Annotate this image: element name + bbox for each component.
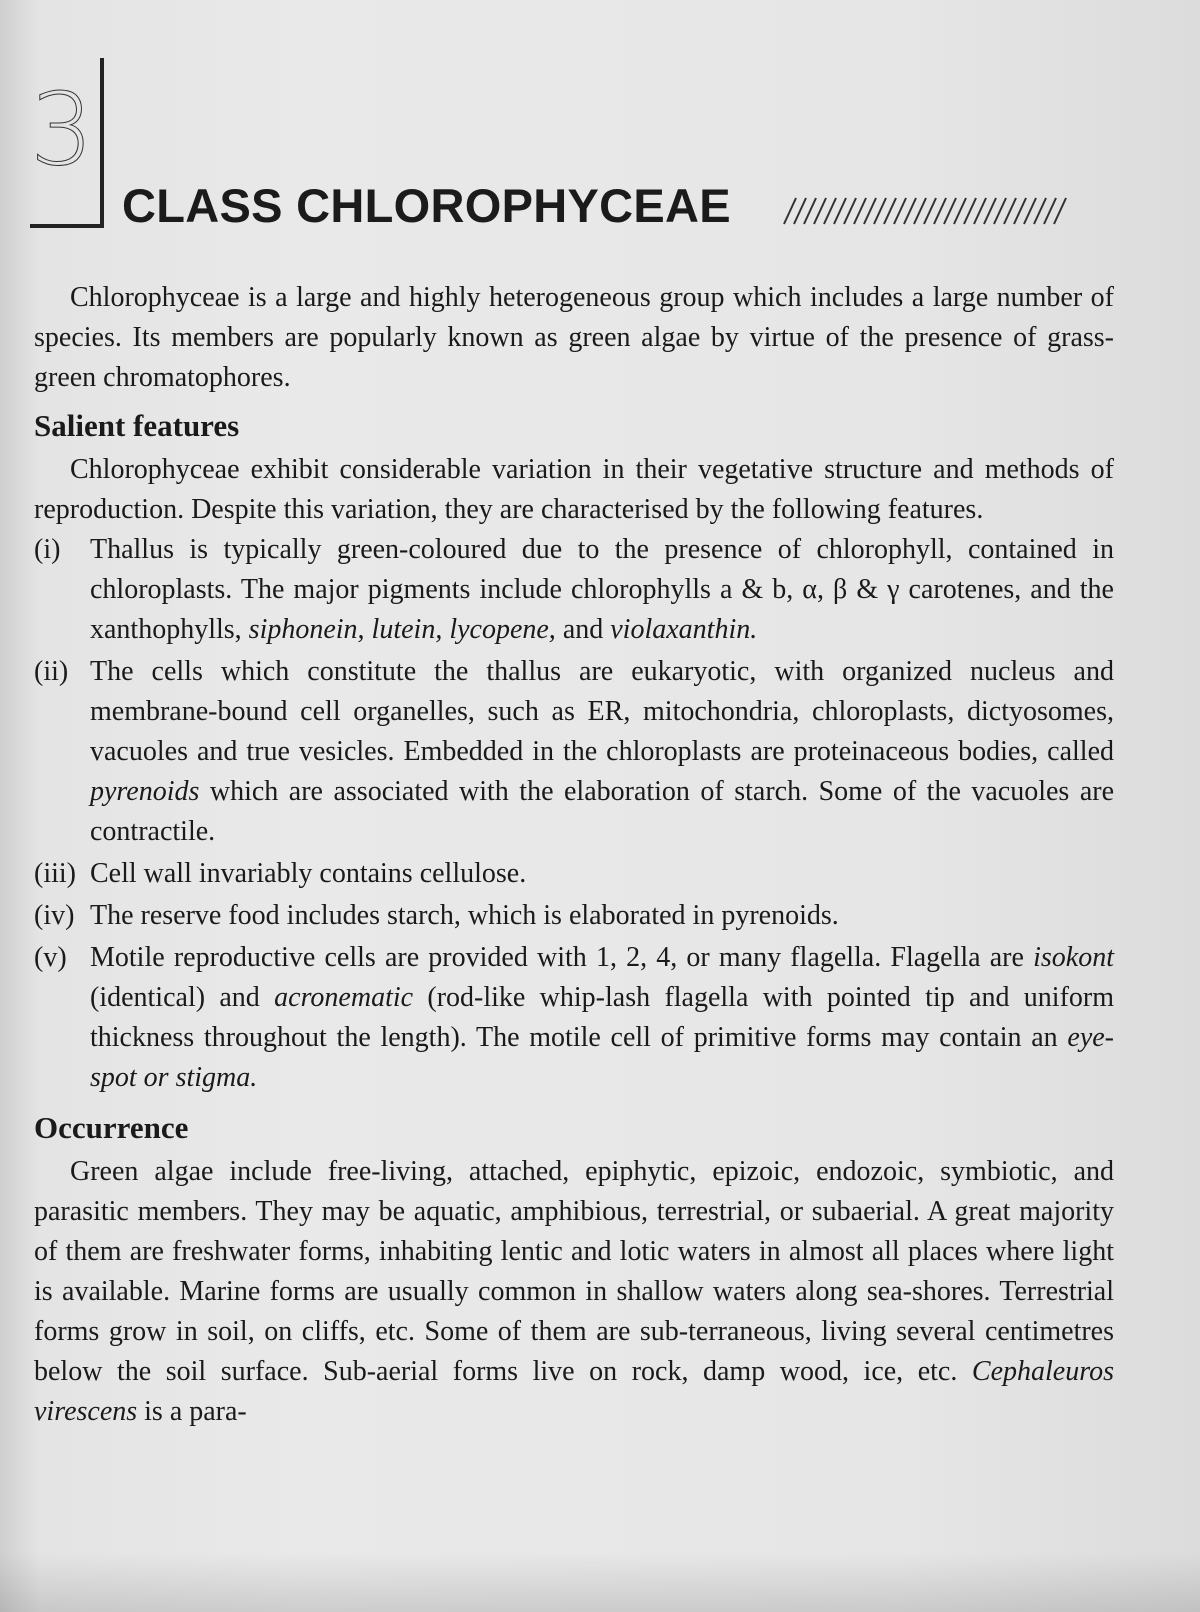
occurrence-paragraph: Green algae include free-living, attached, epiphytic, epizoic, endozoic, symbiotic, and parasitic members. They may be aquatic, amphibious, terrestrial, or subaerial. A great majority of them are freshwater forms, inhabiting lentic and lotic waters in almost all places where light is available. Marine forms are usually common in shallow waters along sea-shores. Terrestrial forms grow in soil, on cliffs, etc. Some of them are sub-terraneous, living several centimetres below the soil surface. Sub-aerial forms live on rock, damp wood, ice, etc. Cephaleuros virescens is a para- xyxy=(34,1156,1114,1427)
chapter-mark xyxy=(30,58,120,230)
feature-text: Thallus is typically green-coloured due to the presence of chlorophyll, contained in chloroplasts. The major pigments include chlorophylls a & b, α, β & γ carotenes, and the xanthophylls, siphonein, lutein, lycopene, and violaxanthin. xyxy=(90,534,1114,645)
chapter-title: CLASS CHLOROPHYCEAE xyxy=(122,179,731,232)
salient-intro: Chlorophyceae exhibit considerable variation in their vegetative structure and methods of reproduction. Despite this variation, they are characterised by the following features. xyxy=(34,454,1114,525)
feature-item xyxy=(34,530,1114,650)
feature-text: Cell wall invariably contains cellulose. xyxy=(90,858,527,889)
occurrence-heading: Occurrence xyxy=(34,1110,189,1145)
feature-number: (ii) xyxy=(34,656,69,687)
chapter-rule-horizontal xyxy=(30,224,102,228)
salient-heading: Salient features xyxy=(34,408,240,443)
intro-paragraph: Chlorophyceae is a large and highly heterogeneous group which includes a large number of species. Its members are popularly known as green algae by virtue of the presence of grass-green chromatophores. xyxy=(34,282,1114,393)
feature-item xyxy=(34,938,1114,1098)
feature-text: Motile reproductive cells are provided with 1, 2, 4, or many flagella. Flagella are isokont (identical) and acronematic (rod-like whip-lash flagella with pointed tip and uniform thickness throughout the length). The motile cell of primitive forms may contain an eye-spot or stigma. xyxy=(90,942,1114,1093)
page-shadow xyxy=(0,1552,1200,1612)
feature-list xyxy=(34,530,1114,1098)
chapter-number: 3 xyxy=(30,71,94,188)
title-hatch-decoration xyxy=(780,194,1080,230)
feature-number: (iv) xyxy=(34,900,75,931)
feature-text: The reserve food includes starch, which is elaborated in pyrenoids. xyxy=(90,900,839,931)
feature-item xyxy=(34,854,1114,894)
chapter-rule-vertical xyxy=(100,58,104,228)
page-content xyxy=(34,278,1114,1432)
feature-item xyxy=(34,652,1114,852)
feature-number: (iii) xyxy=(34,858,76,889)
feature-text: The cells which constitute the thallus are eukaryotic, with organized nucleus and membrane-bound cell organelles, such as ER, mitochondria, chloroplasts, dictyosomes, vacuoles and true vesicles. Embedded in the chloroplasts are proteinaceous bodies, called pyrenoids which are associated with the elaboration of starch. Some of the vacuoles are contractile. xyxy=(90,656,1114,847)
feature-number: (v) xyxy=(34,942,67,973)
feature-number: (i) xyxy=(34,534,61,565)
feature-item xyxy=(34,896,1114,936)
